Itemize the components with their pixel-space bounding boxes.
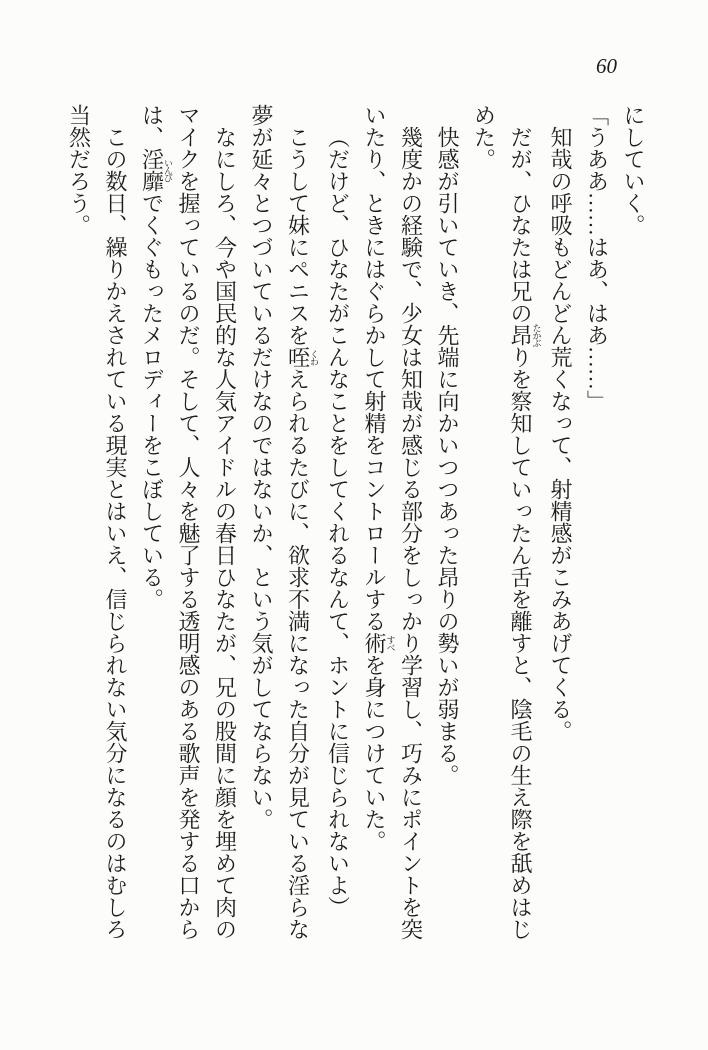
- paragraph: 快感が引いていき、先端に向かいつつあった昂りの勢いが弱まる。: [435, 126, 460, 786]
- paragraph: 幾度かの経験で、少女は知哉が感じる部分をしっかり学習し、巧みにポイントを突いたり、ときにはぐらかして射精をコントロールする術すべを身につけていた。: [362, 104, 424, 940]
- furigana-annotated-text: 淫靡いんび: [139, 148, 173, 192]
- paragraph: なにしろ、今や国民的な人気アイドルの春日ひなたが、兄の股間に顔を埋めて肉のマイクを握っているのだ。そして、人々を魅了する透明感のある歌声を発する口からは、淫靡いんびでくぐもったメロディーをこぼしている。: [139, 104, 238, 940]
- paragraph: この数日、繰りかえされている現実とはいえ、信じられない気分になるのはむしろ当然だろう。: [66, 104, 128, 940]
- furigana-annotated-text: 昂たかぶ: [508, 323, 542, 347]
- paragraph: こうして妹にペニスを咥くわえられるたびに、欲求不満になった自分が見ている淫らな夢が延々とつづいているだけなのではないか、という気がしてならない。: [249, 104, 319, 940]
- paragraph: 知哉の呼吸もどんどん荒くなって、射精感がこみあげてくる。: [548, 126, 573, 742]
- paragraph: （だけど、ひなたがこんなことをしてくれるなんて、ホントに信じられないよ）: [325, 126, 351, 918]
- furigana: いんび: [163, 148, 173, 192]
- furigana: くわ: [309, 346, 319, 368]
- paragraph: にしていく。: [621, 104, 646, 236]
- paragraph: 「うああ……はあ、はあ……」: [584, 104, 610, 412]
- furigana-annotated-text: 術すべ: [362, 632, 396, 654]
- paragraph: だが、ひなたは兄の昂たかぶりを察知していったん舌を離すと、陰毛の生え際を舐めはじめた。: [471, 104, 542, 940]
- furigana: たかぶ: [531, 323, 542, 347]
- page-number: 60: [596, 54, 617, 78]
- furigana: すべ: [385, 632, 396, 654]
- text-block: [60, 104, 651, 946]
- furigana-annotated-text: 咥くわ: [285, 346, 319, 368]
